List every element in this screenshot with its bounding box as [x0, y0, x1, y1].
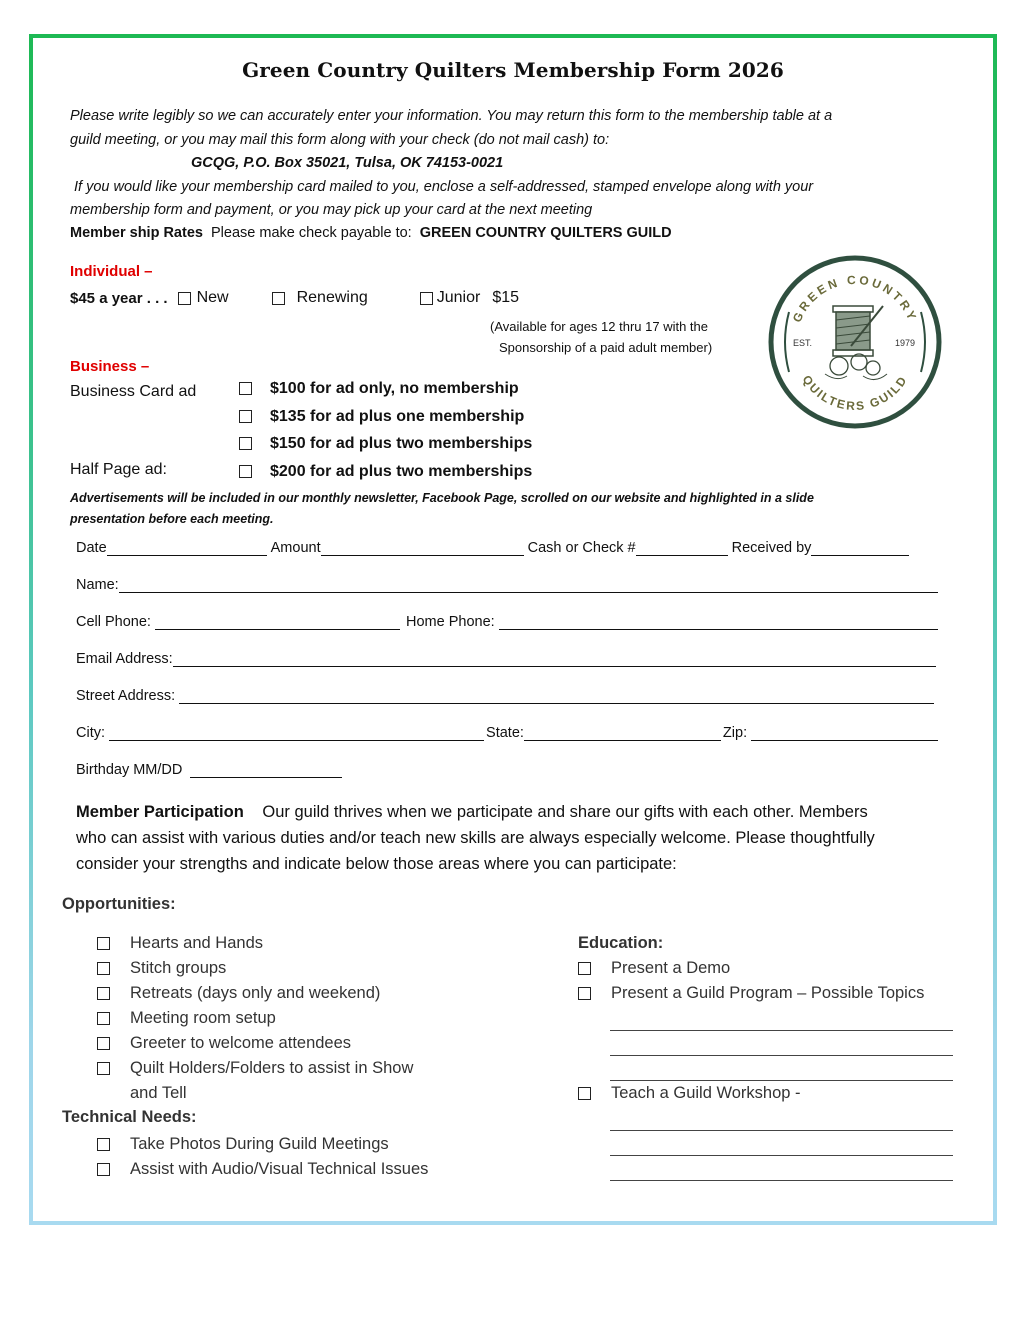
program-topic-line-2[interactable]: [610, 1054, 953, 1056]
birthday-row: [76, 762, 938, 778]
rates-line: [70, 225, 672, 241]
street-label: Street Address:: [76, 688, 180, 704]
program-topic-line-3[interactable]: [610, 1079, 953, 1081]
checkbox-guild-program[interactable]: [578, 987, 591, 1000]
checkbox-ad-135[interactable]: [239, 410, 252, 423]
email-field[interactable]: [173, 652, 936, 667]
participation-line-3: consider your strengths and indicate below those areas where you can participate:: [76, 855, 677, 873]
cash-check-field[interactable]: [636, 541, 728, 556]
opportunity-quilt-holders-cont: [97, 1081, 413, 1106]
cell-phone-label: Cell Phone:: [76, 614, 155, 630]
checkbox-greeter[interactable]: [97, 1037, 110, 1050]
street-field[interactable]: [179, 689, 934, 704]
amount-label: Amount: [270, 540, 321, 556]
phone-row: [76, 614, 938, 630]
received-by-label: Received by: [731, 540, 812, 556]
checkbox-ad-150[interactable]: [239, 437, 252, 450]
technical-needs-heading: Technical Needs:: [62, 1108, 197, 1126]
city-label: City:: [76, 725, 110, 741]
opportunity-quilt-holders[interactable]: [97, 1056, 413, 1081]
cash-check-label: Cash or Check #: [527, 540, 636, 556]
opportunity-greeter[interactable]: [97, 1031, 413, 1056]
mailing-address: GCQG, P.O. Box 35021, Tulsa, OK 74153-0021: [191, 155, 504, 171]
checkbox-retreats[interactable]: [97, 987, 110, 1000]
ad-note: [70, 488, 950, 530]
opportunity-label: Greeter to welcome attendees: [130, 1034, 352, 1052]
participation-paragraph: [76, 799, 956, 877]
zip-label: Zip:: [722, 725, 752, 741]
opportunity-stitch-groups[interactable]: [97, 956, 413, 981]
workshop-line-1[interactable]: [610, 1129, 953, 1131]
city-field[interactable]: [109, 726, 484, 741]
individual-price: $45 a year . . .: [70, 289, 168, 307]
option-new-label: New: [196, 289, 229, 306]
form-border: [29, 34, 997, 1225]
checkbox-teach-workshop[interactable]: [578, 1087, 591, 1100]
education-label: Teach a Guild Workshop -: [611, 1084, 801, 1102]
date-field[interactable]: [107, 541, 267, 556]
education-label: Present a Guild Program – Possible Topics: [611, 984, 925, 1002]
opportunity-label: Retreats (days only and weekend): [130, 984, 381, 1002]
opportunity-label: Hearts and Hands: [130, 934, 263, 952]
name-field[interactable]: [119, 578, 938, 593]
home-phone-label: Home Phone:: [406, 614, 499, 630]
intro-line-1: Please write legibly so we can accurately enter your information. You may return this form to the membership table at a: [70, 108, 833, 124]
business-option-100[interactable]: [239, 375, 532, 403]
checkbox-meeting-room-setup[interactable]: [97, 1012, 110, 1025]
workshop-line-2[interactable]: [610, 1154, 953, 1156]
education-heading: Education:: [578, 934, 664, 952]
business-option-100-label: $100 for ad only, no membership: [270, 380, 519, 397]
opportunity-label: Stitch groups: [130, 959, 227, 977]
opportunity-hearts-and-hands[interactable]: [97, 931, 413, 956]
office-use-row: [76, 540, 938, 556]
option-renewing[interactable]: [272, 289, 368, 307]
svg-text:EST.: EST.: [793, 338, 813, 348]
workshop-line-3[interactable]: [610, 1179, 953, 1181]
checkbox-present-demo[interactable]: [578, 962, 591, 975]
opportunity-label: Quilt Holders/Folders to assist in Show: [130, 1059, 414, 1077]
city-state-zip-row: [76, 725, 938, 741]
individual-options: [70, 289, 519, 307]
state-label: State:: [486, 725, 524, 741]
checkbox-ad-200[interactable]: [239, 465, 252, 478]
checkbox-audio-visual[interactable]: [97, 1163, 110, 1176]
option-new[interactable]: [178, 289, 229, 307]
business-options: [239, 375, 532, 485]
education-section: [578, 931, 953, 1181]
svg-text:1979: 1979: [895, 338, 916, 348]
business-option-135[interactable]: [239, 403, 532, 431]
business-option-135-label: $135 for ad plus one membership: [270, 407, 525, 425]
svg-text:GREEN COUNTRY: GREEN COUNTRY: [789, 272, 921, 325]
technical-label: Take Photos During Guild Meetings: [130, 1135, 389, 1153]
junior-note-line-1: (Available for ages 12 thru 17 with the: [490, 319, 709, 334]
opportunity-retreats[interactable]: [97, 981, 413, 1006]
technical-list: [97, 1132, 428, 1182]
state-field[interactable]: [524, 726, 721, 741]
name-row: [76, 577, 938, 593]
opportunities-heading: Opportunities:: [62, 895, 176, 913]
guild-logo-icon: [767, 250, 943, 434]
technical-label: Assist with Audio/Visual Technical Issues: [130, 1160, 429, 1178]
option-junior-label: Junior: [436, 289, 481, 306]
ad-note-line-2: presentation before each meeting.: [70, 512, 274, 526]
junior-note: [490, 316, 712, 358]
cell-phone-field[interactable]: [155, 615, 400, 630]
junior-price: $15: [492, 289, 520, 306]
checkbox-stitch-groups[interactable]: [97, 962, 110, 975]
option-junior[interactable]: [420, 289, 519, 307]
business-option-150[interactable]: [239, 430, 532, 458]
checkbox-junior[interactable]: [420, 292, 433, 305]
checkbox-renewing[interactable]: [272, 292, 285, 305]
amount-field[interactable]: [321, 541, 524, 556]
membership-form: [33, 38, 993, 1221]
individual-heading: Individual –: [70, 263, 153, 280]
technical-take-photos[interactable]: [97, 1132, 428, 1157]
intro-line-2: guild meeting, or you may mail this form along with your check (do not mail cash) to:: [70, 131, 610, 148]
participation-line-2: who can assist with various duties and/or teach new skills are always especially welcome. Please thoughtfully: [76, 829, 875, 847]
half-page-label: Half Page ad:: [70, 461, 167, 478]
received-by-field[interactable]: [811, 541, 909, 556]
form-title: Green Country Quilters Membership Form 2026: [242, 58, 784, 82]
business-option-200[interactable]: [239, 458, 532, 486]
participation-heading: Member Participation: [76, 803, 244, 821]
card-line-1: If you would like your membership card mailed to you, enclose a self-addressed, stamped envelope along with your: [70, 178, 814, 195]
opportunity-meeting-room-setup[interactable]: [97, 1006, 413, 1031]
business-card-label: Business Card ad: [70, 383, 197, 400]
education-guild-program[interactable]: [578, 981, 953, 1006]
birthday-field[interactable]: [190, 763, 342, 778]
business-heading: Business –: [70, 358, 150, 375]
payable-text: Please make check payable to:: [211, 225, 412, 241]
date-label: Date: [76, 540, 107, 556]
ad-note-line-1: Advertisements will be included in our monthly newsletter, Facebook Page, scrolled on our website and highlighted in a slide: [70, 491, 814, 505]
education-present-demo[interactable]: [578, 956, 953, 981]
street-row: [76, 688, 938, 704]
business-option-150-label: $150 for ad plus two memberships: [270, 435, 533, 453]
education-label: Present a Demo: [611, 959, 731, 977]
checkbox-ad-100[interactable]: [239, 382, 252, 395]
option-renewing-label: Renewing: [296, 289, 368, 306]
rates-label: Member ship Rates: [70, 225, 203, 241]
guild-logo: [767, 250, 943, 434]
svg-text:QUILTERS GUILD: QUILTERS GUILD: [799, 372, 911, 414]
payee-name: GREEN COUNTRY QUILTERS GUILD: [419, 225, 672, 241]
technical-audio-visual[interactable]: [97, 1157, 428, 1182]
email-row: [76, 651, 938, 667]
checkbox-new[interactable]: [178, 292, 191, 305]
junior-note-line-2: Sponsorship of a paid adult member): [499, 340, 713, 355]
program-topic-line-1[interactable]: [610, 1029, 953, 1031]
email-label: Email Address:: [76, 651, 173, 667]
intro-text: [70, 105, 950, 223]
card-line-2: membership form and payment, or you may pick up your card at the next meeting: [70, 202, 593, 218]
opportunity-label-continued: and Tell: [130, 1084, 187, 1102]
birthday-label: Birthday MM/DD: [76, 762, 187, 778]
home-phone-field[interactable]: [499, 615, 938, 630]
zip-field[interactable]: [751, 726, 938, 741]
name-label: Name:: [76, 577, 119, 593]
education-teach-workshop[interactable]: [578, 1081, 953, 1106]
participation-line-1: Our guild thrives when we participate and share our gifts with each other. Members: [262, 803, 868, 821]
opportunity-label: Meeting room setup: [130, 1009, 276, 1027]
business-option-200-label: $200 for ad plus two memberships: [270, 462, 533, 480]
checkbox-quilt-holders[interactable]: [97, 1062, 110, 1075]
checkbox-take-photos[interactable]: [97, 1138, 110, 1151]
checkbox-hearts-and-hands[interactable]: [97, 937, 110, 950]
opportunities-list: [97, 931, 413, 1106]
